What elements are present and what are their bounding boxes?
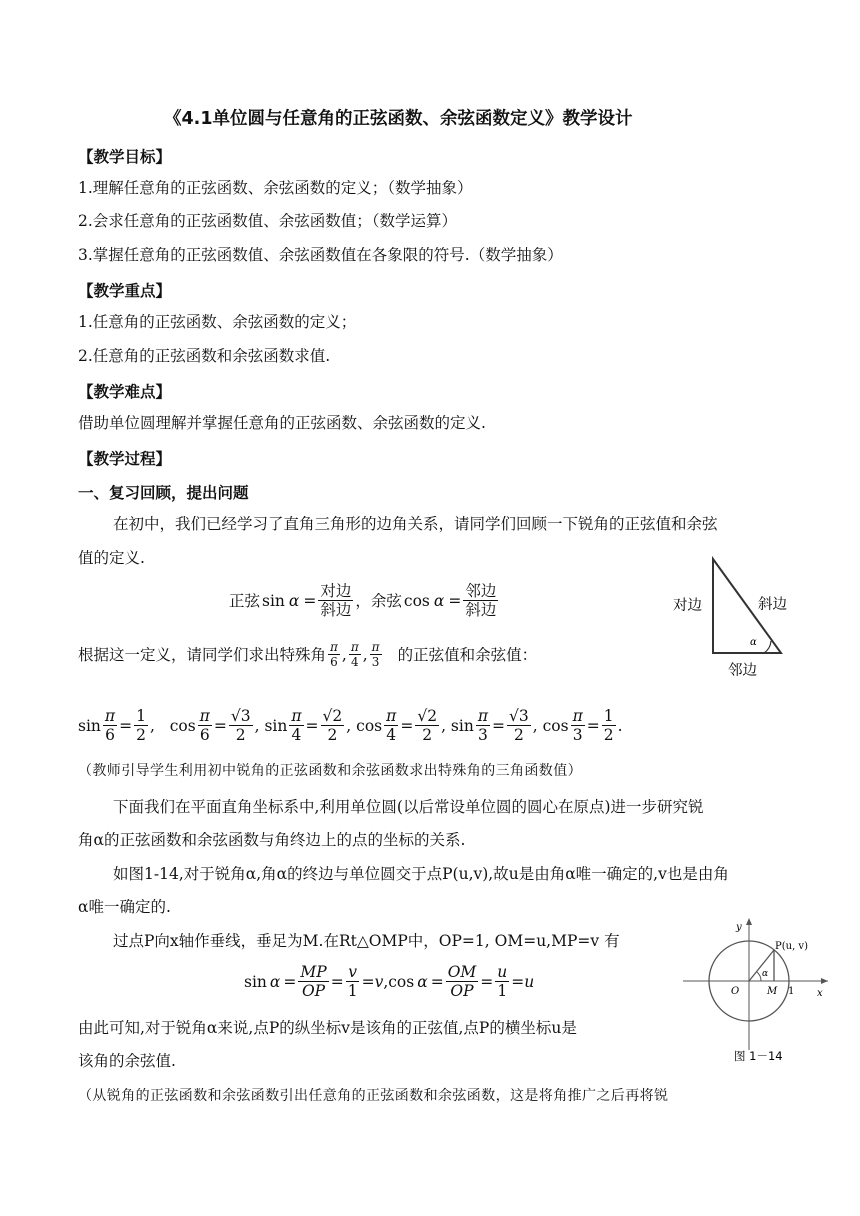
circle-angle-label: α [762,969,769,979]
point-p-label: P(u, v) [775,941,808,952]
figure-caption: 图 1－14 [734,1049,783,1063]
part1-heading: 一、复习回顾，提出问题 [78,483,249,502]
y-axis-label: y [736,922,742,933]
sin-numerator: 对边 [320,582,352,600]
definition-formula: 正弦 sin α = $\frac{\text{对边}}{\text{斜边}}$ ，余弦 cos α = $\frac{\text{邻边}}{\text{斜边}}$ [229,582,497,619]
cos-denominator: 斜边 [465,601,497,619]
triangle-hypotenuse-label: 斜边 [758,597,787,613]
x-axis-label: x [817,988,823,999]
foot-m-label: M [767,986,778,997]
unit-circle-formula: sin α = $\frac{MP}{OP}$ = $\frac{v}{1}$ = v ,cos α = $\frac{OM}{OP}$ = $\frac{u}{1}$ = u [244,963,535,1000]
paragraph-6-line-1: 由此可知,对于锐角α来说,点P的纵坐标v是该角的正弦值,点P的横坐标u是 [78,1019,577,1037]
sin-denominator: 斜边 [320,601,352,619]
goal-1: 1.理解任意角的正弦函数、余弦函数的定义；（数学抽象） [78,179,473,197]
page-title: 《4.1单位圆与任意角的正弦函数、余弦函数定义》教学设计 [164,109,633,129]
paragraph-6-line-2: 该角的余弦值. [78,1052,176,1070]
process-heading: 【教学过程】 [78,449,172,468]
origin-label: O [731,986,740,997]
triangle-angle-label: α [750,637,757,648]
note-2: （从锐角的正弦函数和余弦函数引出任意角的正弦函数和余弦函数，这是将角推广之后再将锐 [78,1088,669,1104]
difficulty-1: 借助单位圆理解并掌握任意角的正弦函数、余弦函数的定义. [78,414,486,432]
key-2: 2.任意角的正弦函数和余弦函数求值. [78,347,331,365]
cos-fraction [463,582,498,619]
key-1: 1.任意角的正弦函数、余弦函数的定义； [78,313,357,331]
cos-numerator: 邻边 [465,582,497,600]
goal-3: 3.掌握任意角的正弦函数值、余弦函数值在各象限的符号.（数学抽象） [78,246,563,264]
triangle-adjacent-label: 邻边 [728,663,757,679]
paragraph-1-line-1: 在初中，我们已经学习了直角三角形的边角关系，请同学们回顾一下锐角的正弦值和余弦 [113,515,718,533]
note-1: （教师引导学生利用初中锐角的正弦函数和余弦函数求出特殊角的三角函数值） [78,763,582,779]
cos-label: ，余弦 [355,591,402,610]
paragraph-5-line-1: 过点P向x轴作垂线，垂足为M.在Rt△OMP中，OP=1, OM=u,MP=v 有 [113,932,620,950]
triangle-opposite-label: 对边 [673,598,702,614]
difficulty-heading: 【教学难点】 [78,382,172,401]
key-heading: 【教学重点】 [78,281,172,300]
paragraph-2-prefix: 根据这一定义，请同学们求出特殊角 [78,645,327,664]
goal-2: 2.会求任意角的正弦函数值、余弦函数值；（数学运算） [78,212,458,230]
sin-fraction [318,582,353,619]
paragraph-3-line-2: 角α的正弦函数和余弦函数与角终边上的点的坐标的关系. [78,831,466,849]
paragraph-3-line-1: 下面我们在平面直角坐标系中,利用单位圆(以后常设单位圆的圆心在原点)进一步研究锐 [113,798,704,816]
sin-label: 正弦 [229,591,261,610]
right-triangle-figure [668,555,798,685]
paragraph-1-line-2: 值的定义. [78,549,145,567]
goals-heading: 【教学目标】 [78,147,172,166]
special-values-formula: sin $\frac{\pi}{6}$ = $\frac{1}{2}$ , cos $\frac{\pi}{6}$ = $\frac{√3}{2}$ , sin $\frac{\pi}{4}$ = $\frac{√2}{2}$ , cos $\frac{\pi}{4}$ = $\frac{√2}{2}$ , sin $\frac{\pi}{3}$ = $\frac{√3}{2}$ , cos $\frac{\pi}{3}$ = $\frac{1}{2}$ . [78,707,623,744]
paragraph-2-suffix: 的正弦值和余弦值： [397,645,538,664]
paragraph-2: 根据这一定义，请同学们求出特殊角 $\frac{\pi}{6}$ , $\frac{\pi}{4}$ , $\frac{\pi}{3}$ 的正弦值和余弦值： [78,640,538,669]
paragraph-4-line-2: α唯一确定的. [78,898,171,916]
one-label: 1 [788,986,795,997]
paragraph-4-line-1: 如图1-14,对于锐角α,角α的终边与单位圆交于点P(u,v),故u是由角α唯一确定的,v也是由角 [113,865,729,883]
unit-circle-figure [678,912,838,1072]
